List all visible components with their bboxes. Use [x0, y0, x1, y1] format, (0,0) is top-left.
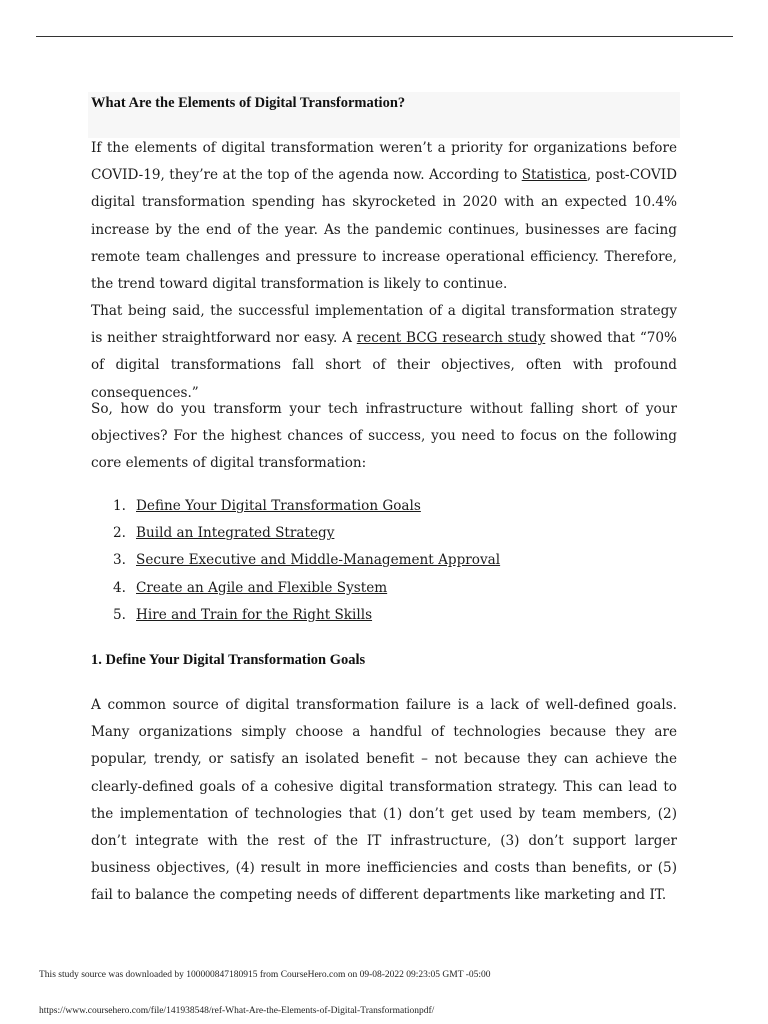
statistica-link[interactable]: Statistica	[521, 167, 587, 184]
toc-link-define-goals[interactable]: Define Your Digital Transformation Goals	[136, 498, 421, 514]
table-of-contents	[91, 493, 500, 629]
section-heading-define-goals: 1. Define Your Digital Transformation Goals	[91, 652, 366, 668]
toc-item	[91, 602, 500, 629]
toc-number: 5.	[113, 606, 126, 623]
intro-paragraph	[91, 135, 677, 298]
download-notice: This study source was downloaded by 100000847180915 from CourseHero.com on 09-08-2022 09:23:05 GMT -05:00	[39, 970, 491, 980]
toc-link-agile-system[interactable]: Create an Agile and Flexible System	[136, 579, 388, 596]
toc-link-integrated-strategy[interactable]: Build an Integrated Strategy	[136, 525, 335, 542]
goals-paragraph: A common source of digital transformation failure is a lack of well-defined goals. Many organizations simply choose a handful of technologies because they are popular, trendy, or satisfy an isolated benefit – not because they can achieve the clearly-defined goals of a cohesive digital transformation strategy. This can lead to the implementation of technologies that (1) don’t get used by team members, (2) don’t integrate with the rest of the IT infrastructure, (3) don’t support larger business objectives, (4) result in more inefficiencies and costs than benefits, or (5) fail to balance the competing needs of different departments like marketing and IT.	[91, 697, 677, 904]
bcg-paragraph	[91, 298, 677, 407]
toc-item	[91, 493, 500, 520]
core-elements-paragraph: So, how do you transform your tech infrastructure without falling short of your objectives? For the highest chances of success, you need to focus on the following core elements of digital transformation:	[91, 401, 677, 472]
intro-text-start: If the elements of digital transformation weren’t a priority for organizations before COVID-19, they’re at the top of the agenda now. According to	[91, 140, 677, 184]
source-url: https://www.coursehero.com/file/141938548/ref-What-Are-the-Elements-of-Digital-Transformationpdf/	[39, 1006, 435, 1016]
toc-item	[91, 575, 500, 602]
page-title: What Are the Elements of Digital Transformation?	[91, 95, 406, 111]
toc-number: 3.	[113, 552, 126, 569]
toc-link-right-skills[interactable]: Hire and Train for the Right Skills	[136, 606, 373, 623]
toc-number: 4.	[113, 579, 126, 596]
toc-item	[91, 520, 500, 547]
bcg-text-end: showed that “70% of digital transformations fall short of their objectives, often with profound consequences.”	[91, 330, 677, 401]
toc-link-approval[interactable]: Secure Executive and Middle-Management Approval	[136, 552, 501, 569]
bcg-text-start: That being said, the successful implementation of a digital transformation strategy is neither straightforward nor easy. A	[91, 303, 677, 347]
top-rule	[36, 36, 733, 37]
intro-text-end: , post-COVID digital transformation spending has skyrocketed in 2020 with an expected 10.4% increase by the end of the year. As the pandemic continues, businesses are facing remote team challenges and pressure to increase operational efficiency. Therefore, the trend toward digital transformation is likely to continue.	[91, 167, 677, 293]
bcg-study-link[interactable]: recent BCG research study	[356, 330, 546, 347]
toc-number: 2.	[113, 525, 126, 542]
toc-number: 1.	[113, 498, 126, 514]
toc-item	[91, 547, 500, 574]
